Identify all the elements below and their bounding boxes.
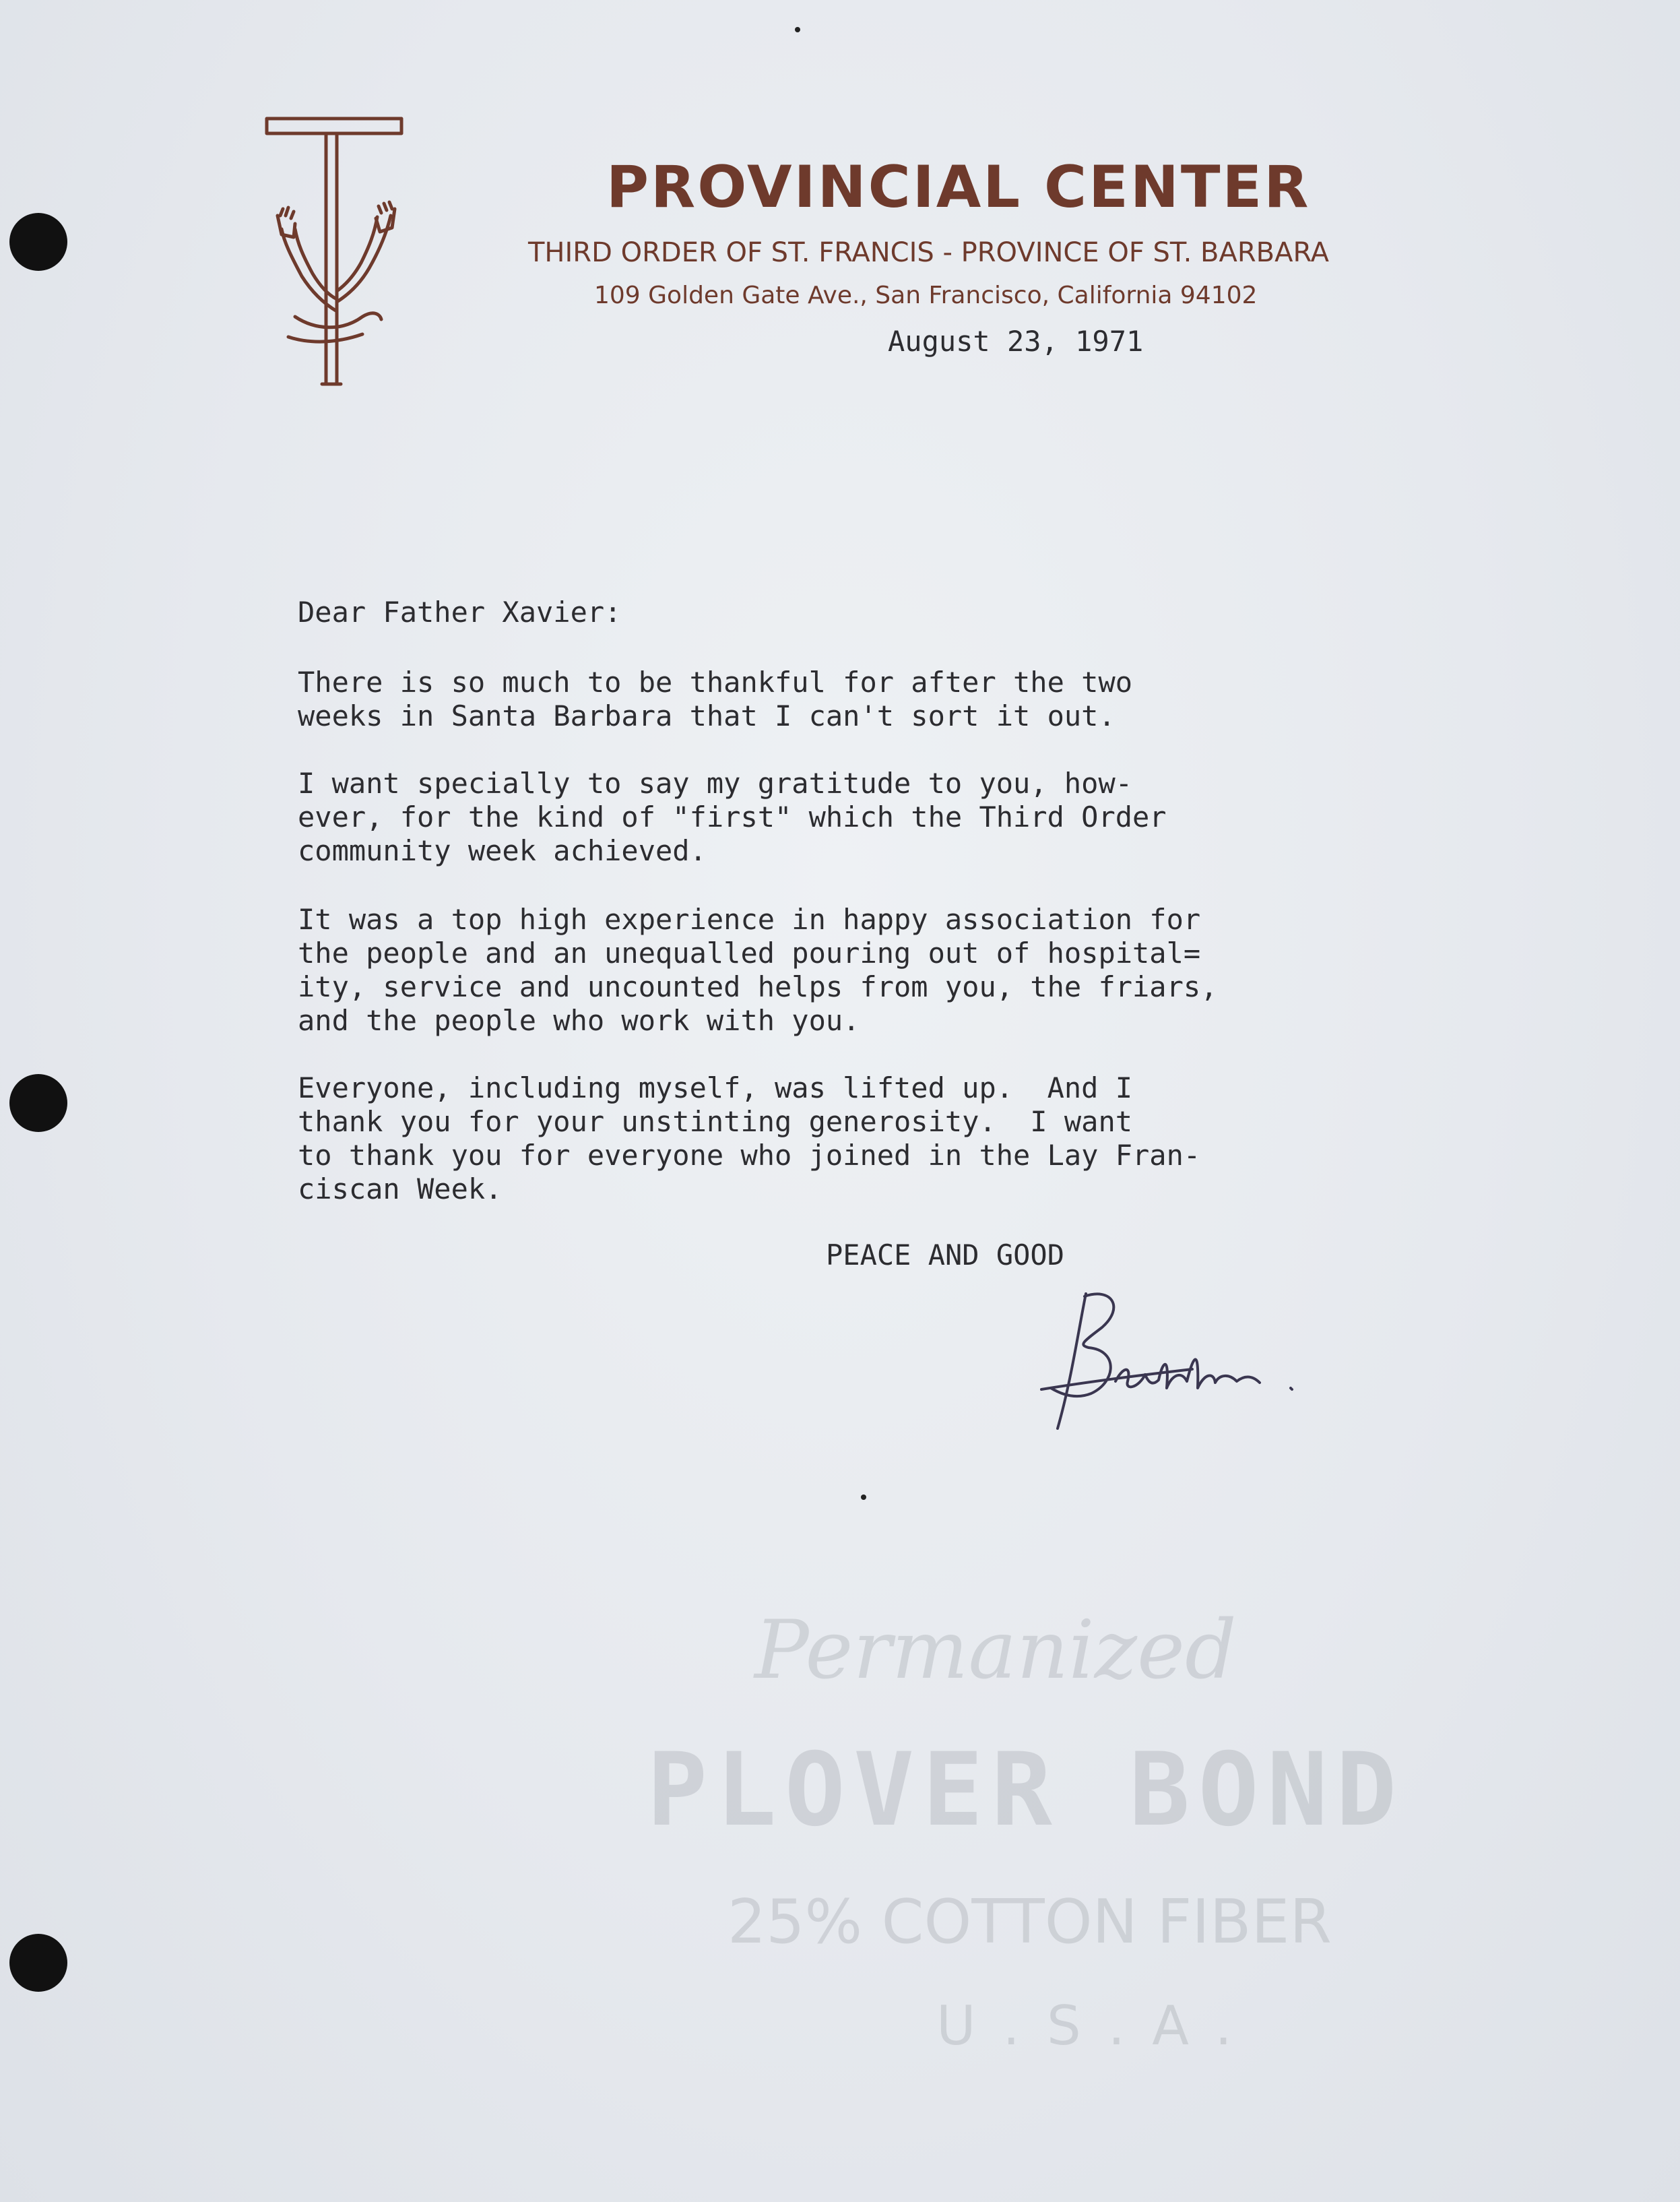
watermark-country: U.S.A.: [936, 1994, 1259, 2057]
watermark-brand: PLOVER BOND: [647, 1732, 1405, 1849]
letterhead-title: PROVINCIAL CENTER: [606, 154, 1311, 221]
punch-hole-top: [9, 213, 67, 271]
paragraph-1: There is so much to be thankful for after the two weeks in Santa Barbara that I can't sort it out.: [298, 666, 1133, 732]
punch-hole-bottom: [9, 1934, 67, 1992]
watermark-fiber: 25% COTTON FIBER: [728, 1887, 1332, 1957]
paragraph-2: I want specially to say my gratitude to you, how- ever, for the kind of "first" which the Third Order community week achieved.: [298, 767, 1167, 867]
punch-hole-middle: [9, 1074, 67, 1132]
salutation: Dear Father Xavier:: [298, 596, 622, 629]
watermark-script: Permanized: [754, 1604, 1237, 1697]
letterhead-address: 109 Golden Gate Ave., San Francisco, California 94102: [594, 282, 1258, 309]
paragraph-3: It was a top high experience in happy association for the people and an unequalled pouring out of hospital= ity, service and uncounted helps from you, the friars, and the people who work with you.: [298, 903, 1218, 1037]
handwritten-signature: [1037, 1280, 1361, 1442]
letter-date: August 23, 1971: [888, 325, 1144, 358]
tau-cross-with-raised-arms-icon: [261, 115, 414, 404]
paper-speck: [861, 1495, 866, 1500]
paper-speck: [795, 27, 800, 32]
closing: PEACE AND GOOD: [826, 1238, 1065, 1271]
paper-watermark: [606, 1604, 1482, 2075]
letterhead-subtitle: THIRD ORDER OF ST. FRANCIS - PROVINCE OF ST. BARBARA: [528, 237, 1329, 268]
paragraph-4: Everyone, including myself, was lifted up. And I thank you for your unstinting generosity. I want to thank you for everyone who joined in the Lay Fran- ciscan Week.: [298, 1071, 1201, 1205]
